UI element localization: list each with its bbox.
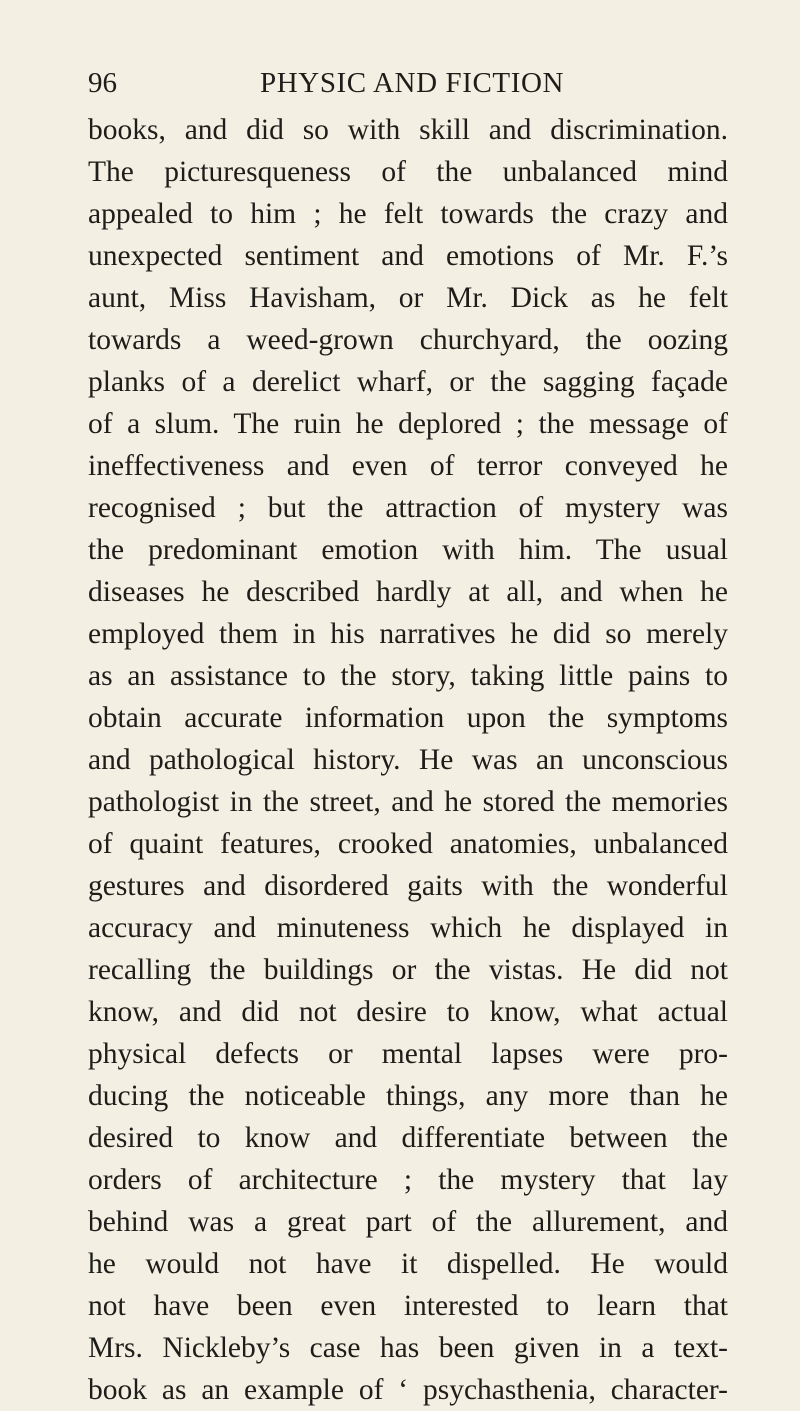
text-line: towards a weed-grown churchyard, the oozing [88, 324, 728, 356]
text-line: he would not have it dispelled. He would [88, 1248, 728, 1280]
text-line: planks of a derelict wharf, or the sagging façade [88, 366, 728, 398]
text-line: obtain accurate information upon the symptoms [88, 702, 728, 734]
text-line: employed them in his narratives he did so merely [88, 618, 728, 650]
text-line: appealed to him ; he felt towards the crazy and [88, 198, 728, 230]
page-number: 96 [88, 67, 117, 99]
text-line: the predominant emotion with him. The usual [88, 534, 728, 566]
text-line: of a slum. The ruin he deplored ; the message of [88, 408, 728, 440]
text-line: aunt, Miss Havisham, or Mr. Dick as he felt [88, 282, 728, 314]
text-line: recalling the buildings or the vistas. He did not [88, 954, 728, 986]
text-line: diseases he described hardly at all, and when he [88, 576, 728, 608]
text-line: ducing the noticeable things, any more than he [88, 1080, 728, 1112]
text-line: physical defects or mental lapses were pro- [88, 1038, 728, 1070]
running-head: PHYSIC AND FICTION [260, 67, 565, 99]
text-line: orders of architecture ; the mystery that lay [88, 1164, 728, 1196]
text-line: and pathological history. He was an unconscious [88, 744, 728, 776]
text-line: unexpected sentiment and emotions of Mr. F.’s [88, 240, 728, 272]
body-text [88, 109, 728, 1411]
text-line: accuracy and minuteness which he displayed in [88, 912, 728, 944]
text-line: gestures and disordered gaits with the wonderful [88, 870, 728, 902]
text-line: recognised ; but the attraction of mystery was [88, 492, 728, 524]
text-line: ineffectiveness and even of terror conveyed he [88, 450, 728, 482]
text-line: Mrs. Nickleby’s case has been given in a text- [88, 1332, 728, 1364]
text-line: The picturesqueness of the unbalanced mind [88, 156, 728, 188]
text-line: of quaint features, crooked anatomies, unbalanced [88, 828, 728, 860]
text-line: desired to know and differentiate between the [88, 1122, 728, 1154]
text-line: book as an example of ‘ psychasthenia, character- [88, 1374, 728, 1406]
text-line: as an assistance to the story, taking little pains to [88, 660, 728, 692]
page-header [88, 63, 728, 103]
text-line: behind was a great part of the allurement, and [88, 1206, 728, 1238]
text-line: pathologist in the street, and he stored the memories [88, 786, 728, 818]
text-line: not have been even interested to learn that [88, 1290, 728, 1322]
text-line: know, and did not desire to know, what actual [88, 996, 728, 1028]
text-line: books, and did so with skill and discrimination. [88, 114, 728, 146]
